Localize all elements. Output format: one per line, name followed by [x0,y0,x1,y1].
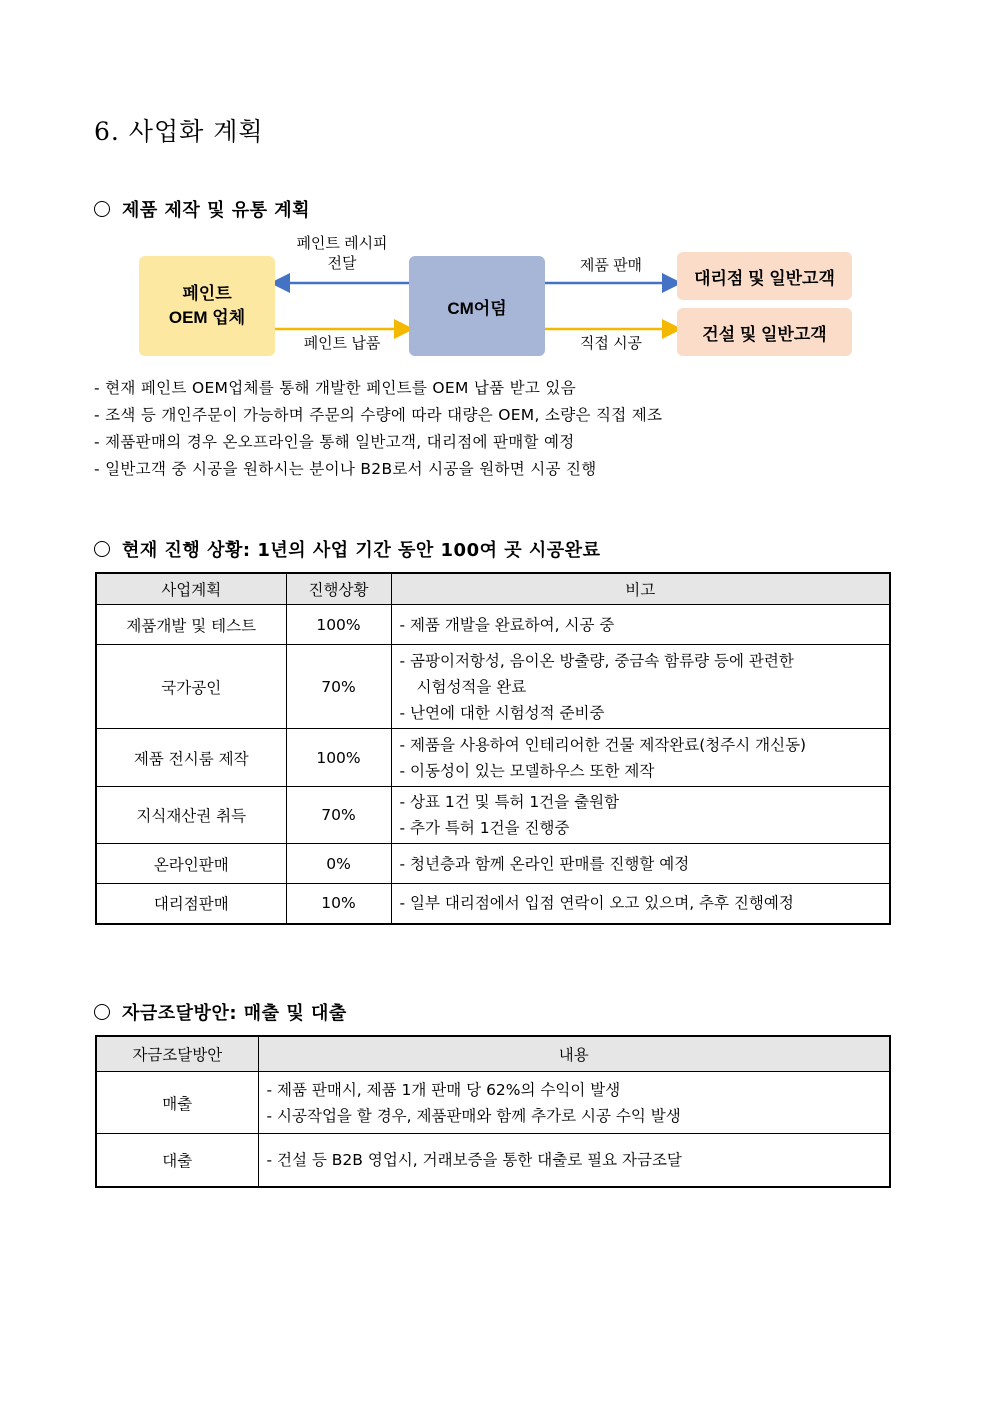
progress-table [95,572,891,925]
plan-cell: 제품개발 및 테스트 [96,605,286,645]
table-row [96,645,890,729]
content-cell: - 제품 판매시, 제품 1개 판매 당 62%의 수익이 발생 - 시공작업을 할 경우, 제품판매와 함께 추가로 시공 수익 발생 [258,1072,890,1134]
oem-vendor-box: 페인트 OEM 업체 [139,256,275,356]
cm-company-box: CM어덤 [409,256,545,356]
distribution-diagram [0,0,992,400]
table-row [96,1072,890,1134]
distribution-bullets [94,375,662,483]
bullet-item: - 현재 페인트 OEM업체를 통해 개발한 페인트를 OEM 납품 받고 있음 [94,379,576,397]
section-heading-funding [94,999,347,1025]
status-cell: 70% [286,787,391,844]
table-header-row [96,573,890,605]
column-header: 사업계획 [96,573,286,605]
notes-cell: - 상표 1건 및 특허 1건을 출원함 - 추가 특허 1건을 진행중 [391,787,890,844]
notes-cell: - 제품 개발을 완료하여, 시공 중 [391,605,890,645]
circle-bullet-icon [94,1004,110,1020]
plan-cell: 제품 전시룸 제작 [96,729,286,787]
status-cell: 10% [286,884,391,924]
notes-cell: - 일부 대리점에서 입점 연락이 오고 있으며, 추후 진행예정 [391,884,890,924]
section-heading-text: 현재 진행 상황: 1년의 사업 기간 동안 100여 곳 시공완료 [122,540,601,561]
bullet-item: - 조색 등 개인주문이 가능하며 주문의 수량에 따라 대량은 OEM, 소량은 직접 제조 [94,406,663,424]
plan-cell: 대리점판매 [96,884,286,924]
column-header: 자금조달방안 [96,1036,258,1072]
status-cell: 70% [286,645,391,729]
section-heading-text: 자금조달방안: 매출 및 대출 [122,1003,347,1024]
method-cell: 매출 [96,1072,258,1134]
section-heading-text: 제품 제작 및 유통 계획 [122,200,311,221]
table-row [96,787,890,844]
table-row [96,884,890,924]
construction-customer-box: 건설 및 일반고객 [677,308,852,356]
bullet-item: - 제품판매의 경우 온오프라인을 통해 일반고객, 대리점에 판매할 예정 [94,433,575,451]
bullet-item: - 일반고객 중 시공을 원하시는 분이나 B2B로서 시공을 원하면 시공 진행 [94,460,597,478]
install-label: 직접 시공 [579,335,643,352]
dealer-customer-box: 대리점 및 일반고객 [677,252,852,300]
status-cell: 100% [286,605,391,645]
table-row [96,1134,890,1187]
table-row [96,844,890,884]
circle-bullet-icon [94,541,110,557]
table-row [96,605,890,645]
funding-table [95,1035,891,1188]
page-title: 6. 사업화 계획 [94,117,264,146]
column-header: 비고 [391,573,890,605]
recipe-label: 페인트 레시피 전달 [296,235,388,272]
table-row [96,729,890,787]
plan-cell: 지식재산권 취득 [96,787,286,844]
column-header: 진행상황 [286,573,391,605]
notes-cell: - 곰팡이저항성, 음이온 방출량, 중금속 함류량 등에 관련한 시험성적을 완료 - 난연에 대한 시험성적 준비중 [391,645,890,729]
plan-cell: 온라인판매 [96,844,286,884]
section-heading-progress [94,536,600,562]
plan-cell: 국가공인 [96,645,286,729]
table-header-row [96,1036,890,1072]
status-cell: 100% [286,729,391,787]
method-cell: 대출 [96,1134,258,1187]
sales-label: 제품 판매 [579,257,643,274]
status-cell: 0% [286,844,391,884]
notes-cell: - 청년층과 함께 온라인 판매를 진행할 예정 [391,844,890,884]
column-header: 내용 [258,1036,890,1072]
notes-cell: - 제품을 사용하여 인테리어한 건물 제작완료(청주시 개신동) - 이동성이 있는 모델하우스 또한 제작 [391,729,890,787]
content-cell: - 건설 등 B2B 영업시, 거래보증을 통한 대출로 필요 자금조달 [258,1134,890,1187]
supply-label: 페인트 납품 [303,335,381,352]
